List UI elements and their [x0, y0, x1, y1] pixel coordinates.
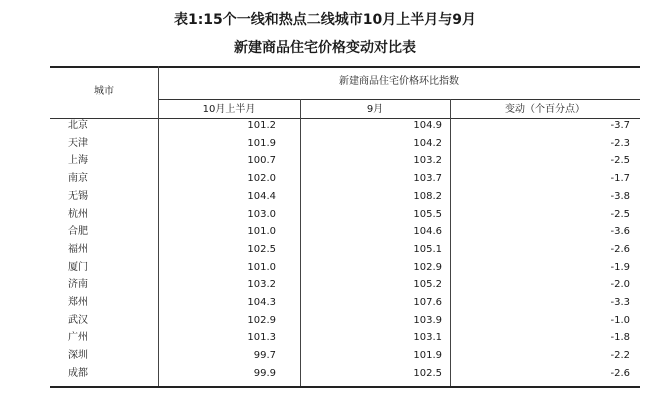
change-value-cell: -1.9	[610, 261, 630, 273]
sep-value-cell: 104.6	[413, 226, 442, 238]
city-cell: 无锡	[68, 190, 88, 202]
city-cell: 深圳	[68, 350, 88, 362]
change-value-cell: -1.7	[610, 173, 630, 185]
change-value-cell: -3.8	[610, 190, 630, 202]
change-value-cell: -2.0	[610, 279, 630, 291]
header-bottom-rule	[50, 118, 640, 119]
change-value-cell: -2.2	[610, 350, 630, 362]
sep-value-cell: 105.5	[413, 208, 442, 220]
table-bottom-rule	[50, 386, 640, 388]
city-cell: 广州	[68, 332, 88, 344]
change-value-cell: -3.3	[610, 297, 630, 308]
change-value-cell: -1.8	[610, 332, 630, 344]
city-cell: 郑州	[68, 297, 88, 308]
oct-value-cell: 103.0	[247, 208, 276, 220]
city-cell: 合肥	[68, 226, 88, 238]
oct-value-cell: 101.2	[247, 120, 276, 131]
oct-value-cell: 104.4	[247, 190, 276, 202]
city-cell: 济南	[68, 279, 88, 291]
change-value-cell: -2.5	[610, 208, 630, 220]
table-title-line1: 表1:15个一线和热点二线城市10月上半月与9月	[173, 12, 477, 28]
oct-value-cell: 104.3	[247, 297, 276, 308]
sep-value-cell: 104.2	[413, 137, 442, 149]
sep-value-cell: 108.2	[413, 190, 442, 202]
city-cell: 南京	[68, 173, 88, 185]
sep-value-cell: 103.9	[413, 314, 442, 326]
sep-value-cell: 105.2	[413, 279, 442, 291]
oct-value-cell: 102.5	[247, 243, 276, 255]
sep-value-cell: 105.1	[413, 243, 442, 255]
city-cell: 厦门	[68, 261, 88, 273]
change-value-cell: -1.0	[610, 314, 630, 326]
oct-value-cell: 101.3	[247, 332, 276, 344]
header-col3: 变动（个百分点）	[505, 104, 585, 115]
oct-value-cell: 99.9	[253, 367, 276, 379]
city-cell: 天津	[68, 137, 88, 149]
change-value-cell: -2.3	[610, 137, 630, 149]
change-value-cell: -2.6	[610, 243, 630, 255]
oct-value-cell: 101.0	[247, 226, 276, 238]
sep-value-cell: 101.9	[413, 350, 442, 362]
table-top-rule	[50, 66, 640, 68]
header-group: 新建商品住宅价格环比指数	[339, 76, 459, 87]
price-index-table	[50, 66, 640, 386]
sep-value-cell: 104.9	[413, 120, 442, 131]
change-value-cell: -2.5	[610, 155, 630, 167]
change-value-cell: -2.6	[610, 367, 630, 379]
oct-value-cell: 102.9	[247, 314, 276, 326]
sep-value-cell: 103.1	[413, 332, 442, 344]
change-value-cell: -3.7	[610, 120, 630, 131]
header-col2: 9月	[366, 104, 384, 115]
header-city: 城市	[94, 86, 114, 97]
city-cell: 杭州	[68, 208, 88, 220]
change-value-cell: -3.6	[610, 226, 630, 238]
sep-value-cell: 103.2	[413, 155, 442, 167]
sep-value-cell: 102.9	[413, 261, 442, 273]
oct-value-cell: 100.7	[247, 155, 276, 167]
city-cell: 福州	[68, 243, 88, 255]
table-title-line2: 新建商品住宅价格变动对比表	[234, 40, 416, 56]
oct-value-cell: 101.9	[247, 137, 276, 149]
oct-value-cell: 99.7	[253, 350, 276, 362]
sep-value-cell: 103.7	[413, 173, 442, 185]
oct-value-cell: 101.0	[247, 261, 276, 273]
city-cell: 成都	[68, 367, 88, 379]
header-mid-rule	[158, 99, 640, 100]
oct-value-cell: 103.2	[247, 279, 276, 291]
sep-value-cell: 107.6	[413, 297, 442, 308]
header-col1: 10月上半月	[202, 104, 256, 115]
sep-value-cell: 102.5	[413, 367, 442, 379]
oct-value-cell: 102.0	[247, 173, 276, 185]
city-cell: 北京	[68, 120, 88, 131]
city-cell: 上海	[68, 155, 88, 167]
city-cell: 武汉	[68, 314, 88, 326]
